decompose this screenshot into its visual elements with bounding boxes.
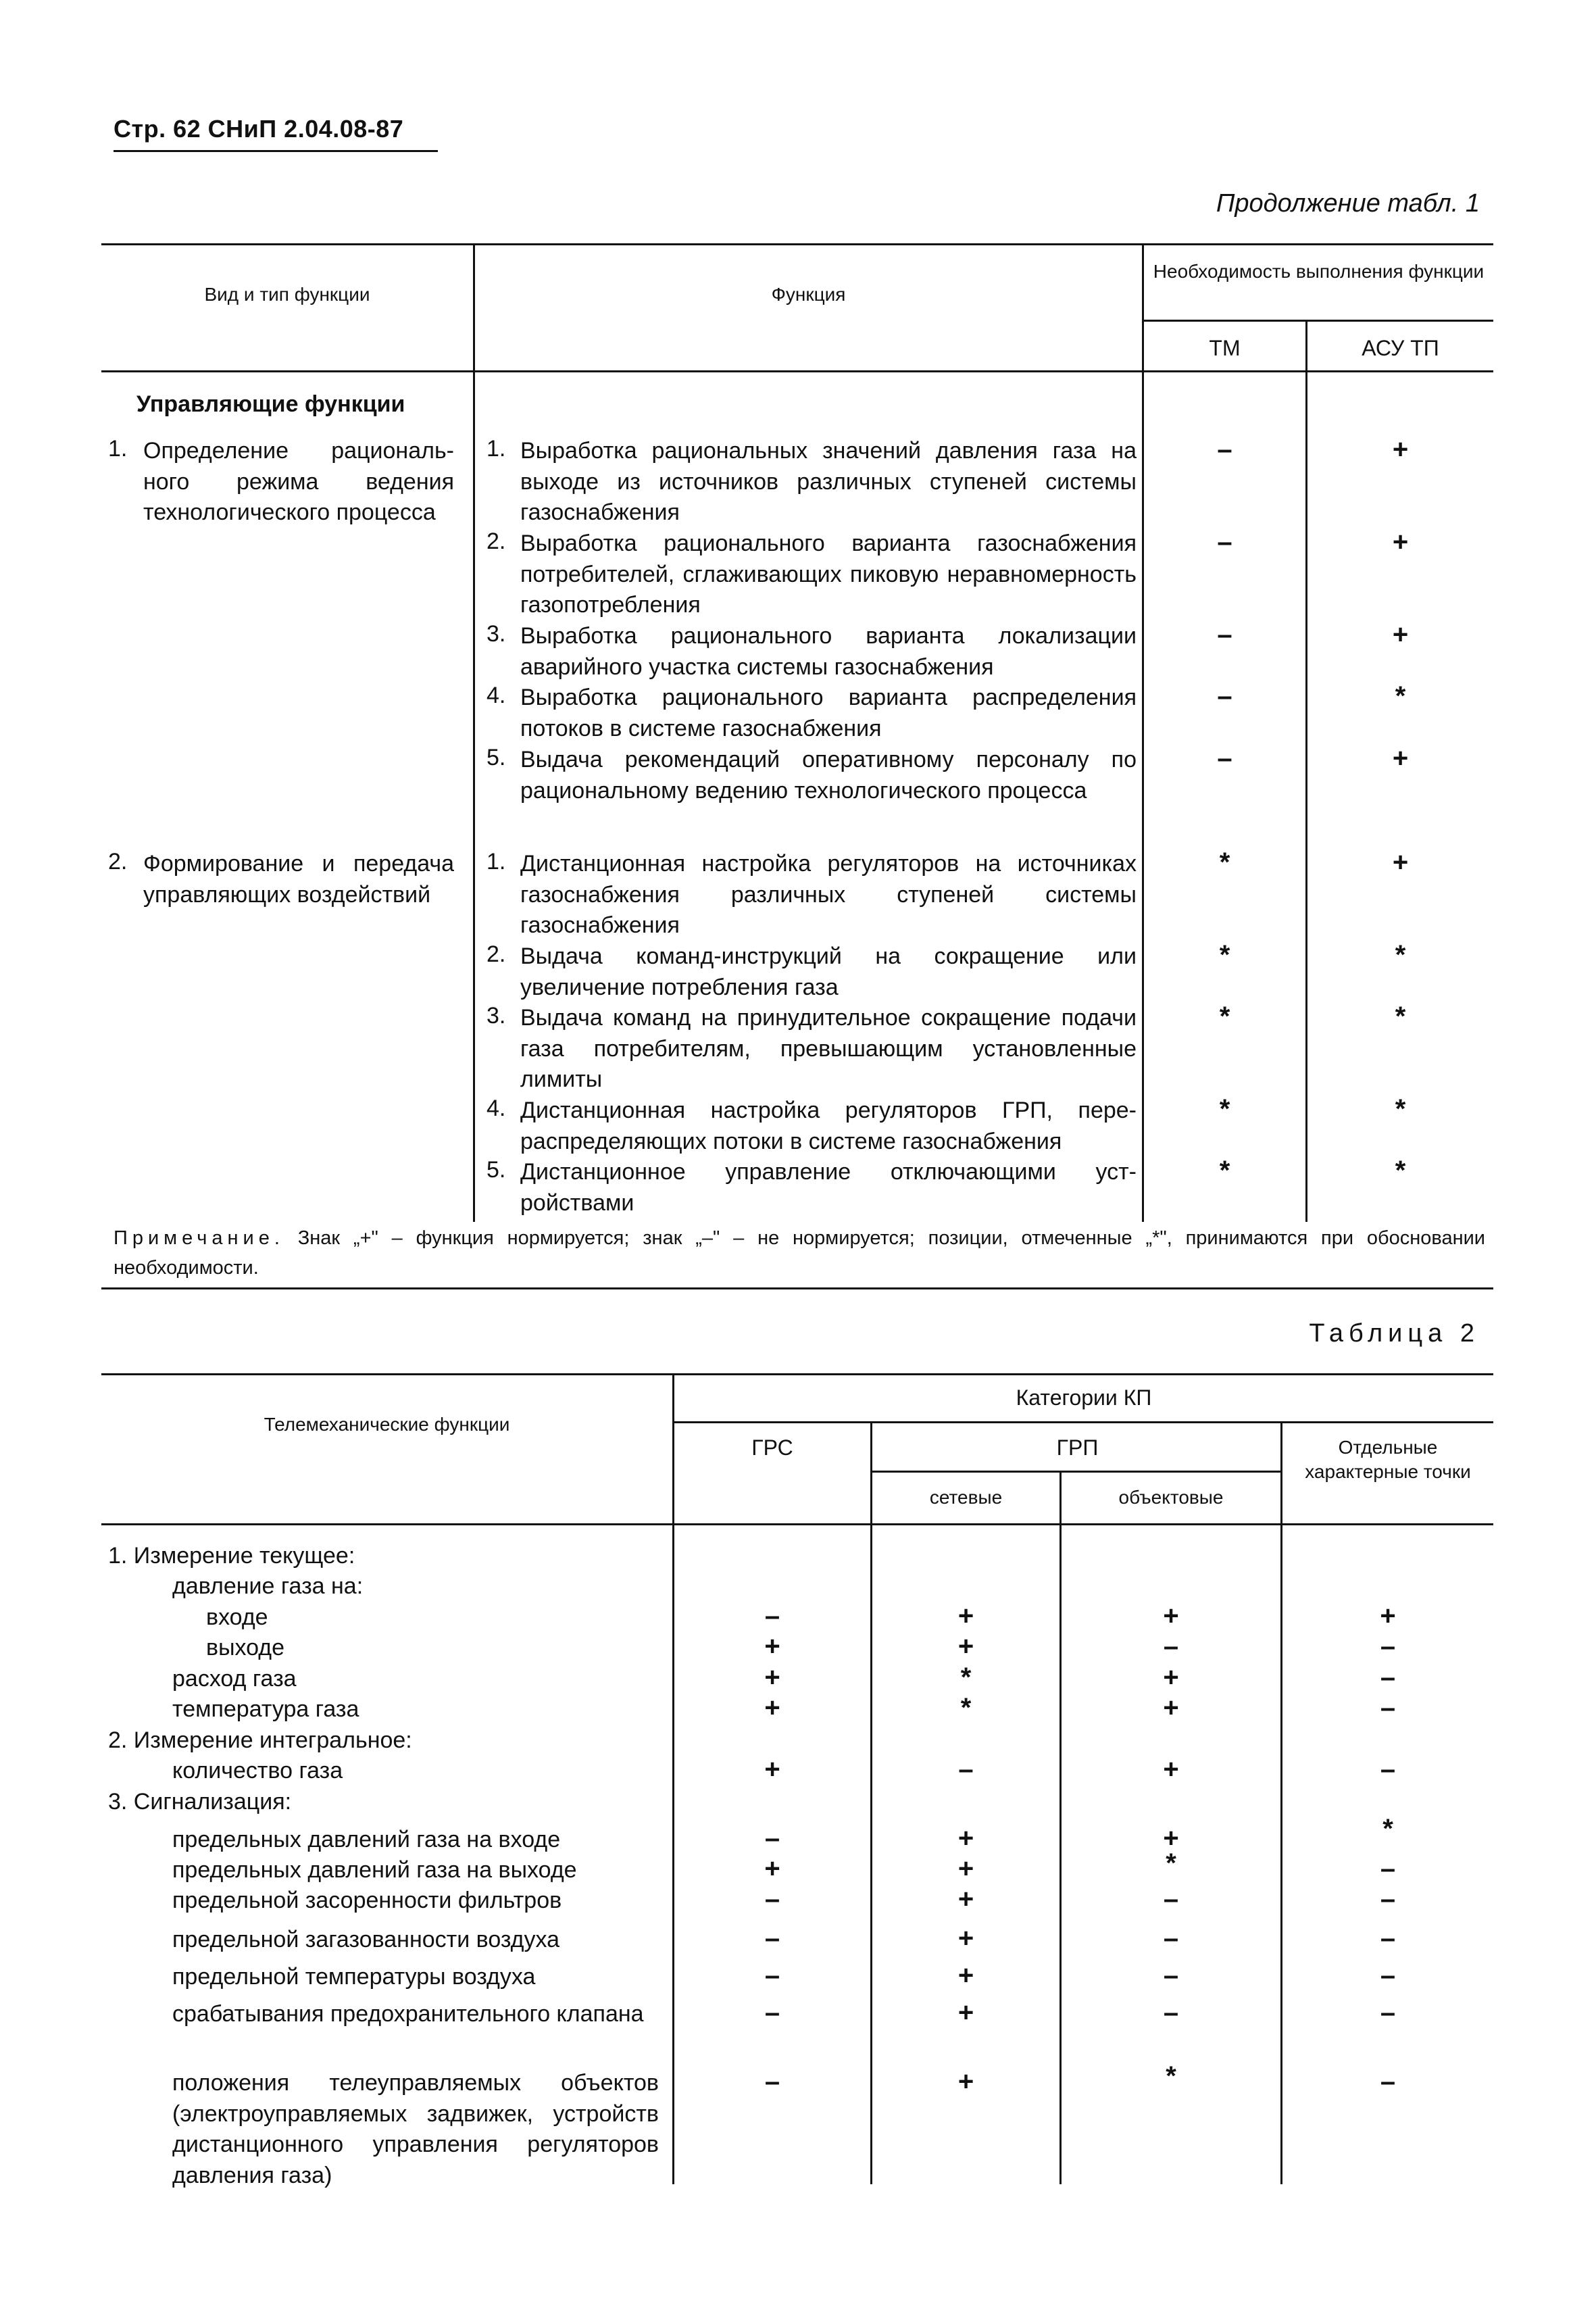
t2-row-3-label: входе — [206, 1604, 268, 1630]
t1-col-type: Вид и тип функции — [204, 284, 370, 305]
t2-row-5-label: расход газа — [172, 1666, 297, 1692]
t1-col-function: Функция — [771, 284, 846, 305]
t2-col-functions: Телемеханические функции — [264, 1414, 510, 1435]
t2-col-grs: ГРС — [751, 1435, 793, 1460]
t2-row-15-label: срабатывания предохранительного клапана — [172, 2001, 644, 2027]
t1-group-1-num: 1. — [108, 436, 128, 462]
t2-row-4-label: выходе — [206, 1635, 285, 1660]
t2-row-12-grs: – — [764, 1884, 780, 1914]
t2-row-16-pts: – — [1380, 2067, 1396, 2096]
t2-row-10-grs: – — [764, 1823, 780, 1853]
t1-g1-item-2-asu: + — [1392, 527, 1409, 557]
t1-g1-item-1-asu: + — [1392, 435, 1409, 464]
t2-row-8-obj: + — [1163, 1754, 1179, 1784]
t2-row-14-net: + — [957, 1961, 974, 1990]
t2-row-1-label: 1. Измерение текущее: — [108, 1543, 355, 1569]
t1-g1-item-2-tm: – — [1217, 527, 1232, 557]
t1-g2-item-3-text: Выдача команд на принудительное сокращение подачи газа потребителям, превышающим установленные лимиты — [520, 1005, 1137, 1092]
t2-row-12-obj: – — [1163, 1884, 1179, 1914]
t2-cat-rule — [672, 1421, 1493, 1423]
t2-row-15-net: + — [957, 1998, 974, 2027]
t2-row-12-net: + — [957, 1884, 974, 1914]
t2-col-categories: Категории КП — [1016, 1385, 1152, 1410]
t1-g2-item-1-num: 1. — [487, 849, 506, 875]
t2-row-3-pts: + — [1380, 1601, 1396, 1631]
t2-row-6-pts: – — [1380, 1693, 1396, 1723]
table-2-title: Таблица 2 — [1309, 1319, 1480, 1348]
t2-row-11-label: предельных давлений газа на выходе — [172, 1857, 577, 1883]
t2-row-6-grs: + — [764, 1693, 780, 1723]
t2-row-11-grs: + — [764, 1854, 780, 1884]
t2-row-16-obj: * — [1166, 2061, 1176, 2091]
t2-col-network: сетевые — [929, 1487, 1003, 1508]
t2-row-14-obj: – — [1163, 1961, 1179, 1990]
t2-row-14-pts: – — [1380, 1961, 1396, 1990]
note-rule — [101, 1287, 1493, 1289]
t1-g2-item-2-num: 2. — [487, 941, 506, 967]
t2-row-9-label: 3. Сигнализация: — [108, 1789, 292, 1815]
t1-g1-item-1-num: 1. — [487, 436, 506, 462]
t1-col-tm: ТМ — [1209, 336, 1241, 360]
t2-row-11-net: + — [957, 1854, 974, 1884]
t1-g1-item-4-num: 4. — [487, 683, 506, 708]
t1-g2-item-1-tm: * — [1219, 847, 1230, 877]
page-reference: Стр. 62 СНиП 2.04.08-87 — [114, 115, 404, 143]
t1-g1-item-2-num: 2. — [487, 528, 506, 554]
t2-row-10-pts: * — [1382, 1814, 1393, 1844]
t1-g1-item-3-tm: – — [1217, 620, 1232, 649]
t1-g2-item-5-tm: * — [1219, 1156, 1230, 1185]
t2-row-11-pts: – — [1380, 1854, 1396, 1884]
t1-g2-item-4-asu: * — [1395, 1094, 1406, 1124]
t1-col-asu: АСУ ТП — [1362, 336, 1439, 360]
t2-top-rule — [101, 1373, 1493, 1375]
t2-row-10-label: предельных давлений газа на входе — [172, 1827, 561, 1852]
t1-col-need: Необходимость выполнения функции — [1153, 261, 1485, 282]
header-underline — [114, 150, 438, 152]
t1-g1-item-5-tm: – — [1217, 743, 1232, 773]
t1-g2-item-4-text: Дистанционная настройка регуляторов ГРП, перераспределяющих потоки в системе газоснабжения — [520, 1098, 1137, 1154]
t2-row-15-pts: – — [1380, 1998, 1396, 2027]
t2-row-5-obj: + — [1163, 1663, 1179, 1692]
t1-g2-item-2-asu: * — [1395, 940, 1406, 970]
t1-g1-item-1-tm: – — [1217, 435, 1232, 464]
table-1-note — [114, 1223, 1485, 1283]
t2-row-13-pts: – — [1380, 1923, 1396, 1953]
t1-g1-item-5-asu: + — [1392, 743, 1409, 773]
t2-col-grp: ГРП — [1056, 1435, 1099, 1460]
t2-row-14-grs: – — [764, 1961, 780, 1990]
t2-row-10-net: + — [957, 1823, 974, 1853]
t1-section-title: Управляющие функции — [136, 391, 405, 417]
t2-row-11-obj: * — [1166, 1848, 1176, 1878]
t2-row-3-obj: + — [1163, 1601, 1179, 1631]
t2-row-10-obj: + — [1163, 1823, 1179, 1853]
t2-row-13-label: предельной загазованности воздуха — [172, 1927, 560, 1952]
t1-g1-item-5-num: 5. — [487, 745, 506, 770]
t1-g2-item-1-asu: + — [1392, 847, 1409, 877]
t2-row-12-pts: – — [1380, 1884, 1396, 1914]
t2-col-points: Отдельные характерные точки — [1305, 1437, 1471, 1482]
t2-row-15-grs: – — [764, 1998, 780, 2027]
t2-grp-rule — [870, 1471, 1282, 1473]
t1-g1-item-3-num: 3. — [487, 621, 506, 647]
t1-g2-item-3-tm: * — [1219, 1002, 1230, 1031]
t2-row-5-net: * — [960, 1663, 972, 1692]
t2-row-4-obj: – — [1163, 1631, 1179, 1661]
t1-g1-item-4-tm: – — [1217, 681, 1232, 711]
t1-g1-item-3-asu: + — [1392, 620, 1409, 649]
t2-row-5-grs: + — [764, 1663, 780, 1692]
t2-row-5-pts: – — [1380, 1663, 1396, 1692]
t2-row-3-grs: – — [764, 1601, 780, 1631]
t2-row-13-obj: – — [1163, 1923, 1179, 1953]
continuation-label: Продолжение табл. 1 — [1216, 189, 1480, 218]
t2-row-6-obj: + — [1163, 1693, 1179, 1723]
t2-header-rule — [101, 1523, 1493, 1525]
t1-group-1-title: Определение рационального режима ведения технологического процесса — [143, 438, 454, 525]
t1-header-rule — [101, 370, 1493, 372]
t2-row-4-net: + — [957, 1631, 974, 1661]
t2-row-8-label: количество газа — [172, 1758, 343, 1783]
note-text: Знак „+" – функция нормируется; знак „–" – не нормируется; позиции, отмеченные „*", принимаются при обосновании необходимости. — [114, 1227, 1485, 1279]
t2-row-6-label: температура газа — [172, 1696, 359, 1722]
t1-g2-item-5-text: Дистанционное управление отключающими устройствами — [520, 1159, 1137, 1216]
t1-top-rule — [101, 243, 1493, 245]
t2-row-3-net: + — [957, 1601, 974, 1631]
t1-vline-1 — [473, 243, 475, 1222]
t1-g2-item-4-num: 4. — [487, 1096, 506, 1121]
t2-row-12-label: предельной засоренности фильтров — [172, 1888, 562, 1913]
t1-vline-2 — [1142, 243, 1144, 1222]
t2-row-15-obj: – — [1163, 1998, 1179, 2027]
t2-row-8-net: – — [958, 1754, 974, 1784]
t2-row-4-pts: – — [1380, 1631, 1396, 1661]
t1-g1-item-3-text: Выработка рационального варианта локализации аварийного участка системы газоснабжения — [520, 623, 1137, 680]
t2-row-13-grs: – — [764, 1923, 780, 1953]
t2-row-16-label: положения телеуправляемых объектов (электроуправляемых задвижек, устройств дистанционного управления регуляторов давления газа) — [172, 2070, 659, 2188]
t1-g1-item-1-text: Выработка рациональных значений давления газа на выходе из источников различных ступеней системы газоснабжения — [520, 438, 1137, 525]
t1-g2-item-5-asu: * — [1395, 1156, 1406, 1185]
t1-group-2-num: 2. — [108, 849, 128, 875]
t2-row-4-grs: + — [764, 1631, 780, 1661]
t1-g1-item-4-text: Выработка рационального варианта распределения потоков в системе газоснабжения — [520, 685, 1137, 741]
t1-g2-item-2-text: Выдача команд-инструкций на сокращение или увеличение потребления газа — [520, 943, 1137, 1000]
t1-g2-item-2-tm: * — [1219, 940, 1230, 970]
t1-g2-item-3-asu: * — [1395, 1002, 1406, 1031]
t1-need-rule — [1142, 320, 1493, 322]
t1-group-2-title: Формирование и передача управляющих воздействий — [143, 851, 454, 908]
t1-g2-item-5-num: 5. — [487, 1157, 506, 1183]
note-label: Примечание. — [114, 1227, 284, 1249]
t2-row-13-net: + — [957, 1923, 974, 1953]
t2-row-14-label: предельной температуры воздуха — [172, 1964, 536, 1990]
t1-g2-item-1-text: Дистанционная настройка регуляторов на источниках газоснабжения различных ступеней системы газоснабжения — [520, 851, 1137, 938]
t2-row-8-grs: + — [764, 1754, 780, 1784]
t2-row-16-grs: – — [764, 2067, 780, 2096]
t1-g1-item-5-text: Выдача рекомендаций оперативному персоналу по рациональному ведению технологического процесса — [520, 747, 1137, 804]
t2-row-8-pts: – — [1380, 1754, 1396, 1784]
t2-row-16-net: + — [957, 2067, 974, 2096]
t2-row-7-label: 2. Измерение интегральное: — [108, 1727, 412, 1753]
t2-row-2-label: давление газа на: — [172, 1573, 364, 1599]
t1-g2-item-4-tm: * — [1219, 1094, 1230, 1124]
t1-g2-item-3-num: 3. — [487, 1003, 506, 1029]
t2-col-object: объектовые — [1118, 1487, 1224, 1508]
t2-row-6-net: * — [960, 1693, 972, 1723]
t1-g1-item-4-asu: * — [1395, 681, 1406, 711]
t1-g1-item-2-text: Выработка рационального варианта газоснабжения потребителей, сглаживающих пиковую неравномерность газопотребления — [520, 531, 1137, 618]
